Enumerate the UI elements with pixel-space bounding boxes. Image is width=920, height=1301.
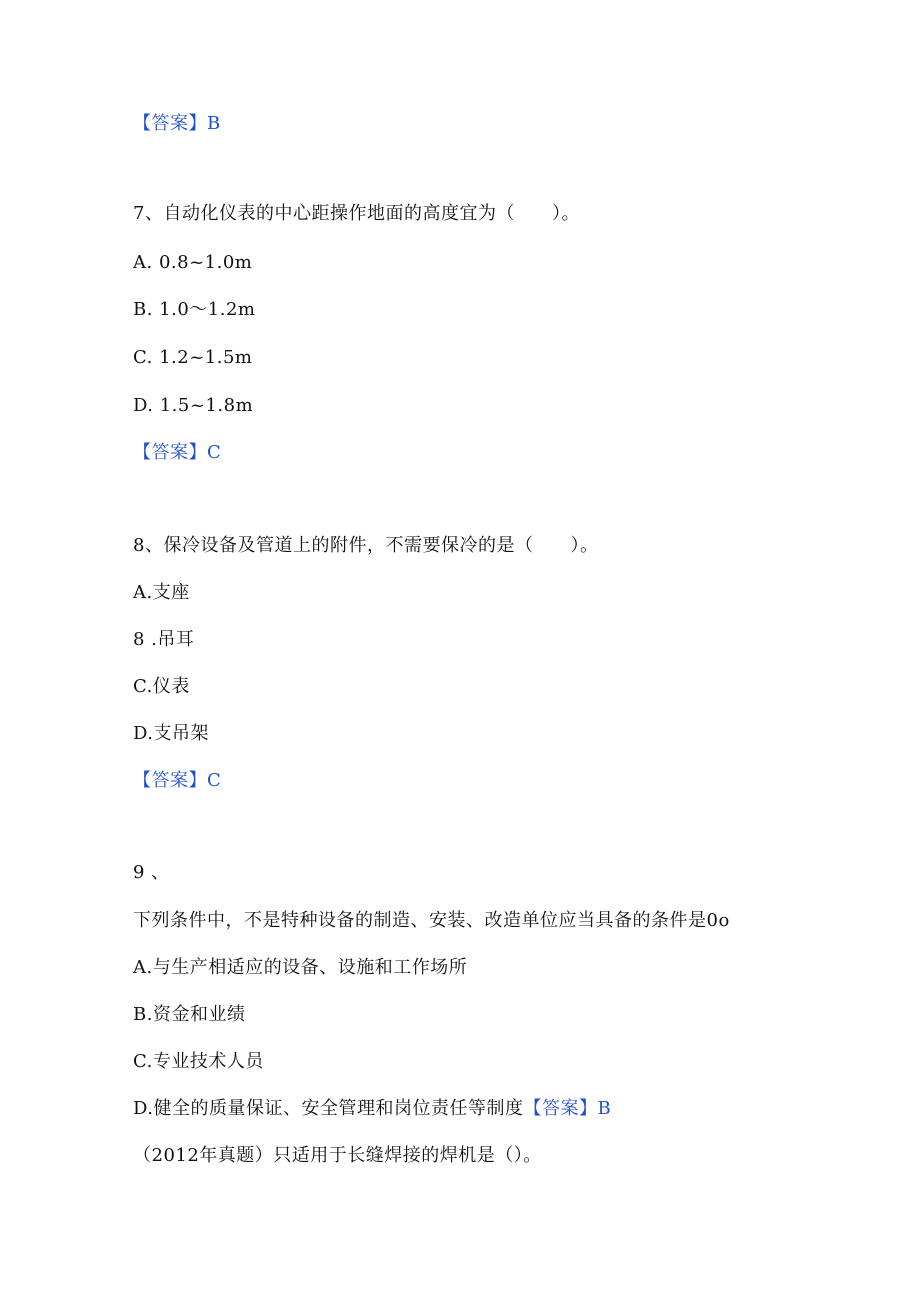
answer-tag: 【答案】: [133, 770, 207, 791]
option-7a: A. 0.8~1.0m: [133, 252, 253, 273]
option-9c: C.专业技术人员: [133, 1051, 264, 1072]
option-7c: C. 1.2~1.5m: [133, 347, 253, 368]
option-8b: 8 .吊耳: [133, 629, 195, 650]
question-9: 下列条件中，不是特种设备的制造、安装、改造单位应当具备的条件是0o: [133, 910, 730, 931]
option-9a: A.与生产相适应的设备、设施和工作场所: [133, 957, 468, 978]
option-9d: D.健全的质量保证、安全管理和岗位责任等制度: [133, 1098, 524, 1119]
option-8c: C.仪表: [133, 676, 190, 697]
option-8a: A.支座: [133, 582, 190, 603]
option-7b: B. 1.0～1.2m: [133, 299, 256, 320]
answer-value: C: [207, 770, 222, 791]
answer-tag: 【答案】: [133, 442, 207, 463]
question-7: 7、自动化仪表的中心距操作地面的高度宜为（ ）。: [133, 203, 580, 224]
answer-line-8: [133, 769, 221, 793]
question-8: 8、保冷设备及管道上的附件，不需要保冷的是（ ）。: [133, 535, 599, 556]
answer-tag: 【答案】: [133, 113, 207, 134]
answer-line-prev: [133, 112, 221, 136]
answer-value: B: [597, 1098, 612, 1119]
option-7d: D. 1.5~1.8m: [133, 395, 254, 416]
answer-value: B: [207, 113, 221, 134]
answer-value: C: [207, 442, 222, 463]
option-9d-with-answer: [133, 1097, 611, 1121]
answer-tag: 【答案】: [523, 1098, 598, 1119]
question-10: （2012年真题）只适用于长缝焊接的焊机是（）。: [133, 1145, 542, 1166]
answer-line-7: [133, 441, 221, 465]
question-9-number: 9 、: [133, 862, 170, 883]
option-8d: D.支吊架: [133, 723, 210, 744]
option-9b: B.资金和业绩: [133, 1004, 246, 1025]
